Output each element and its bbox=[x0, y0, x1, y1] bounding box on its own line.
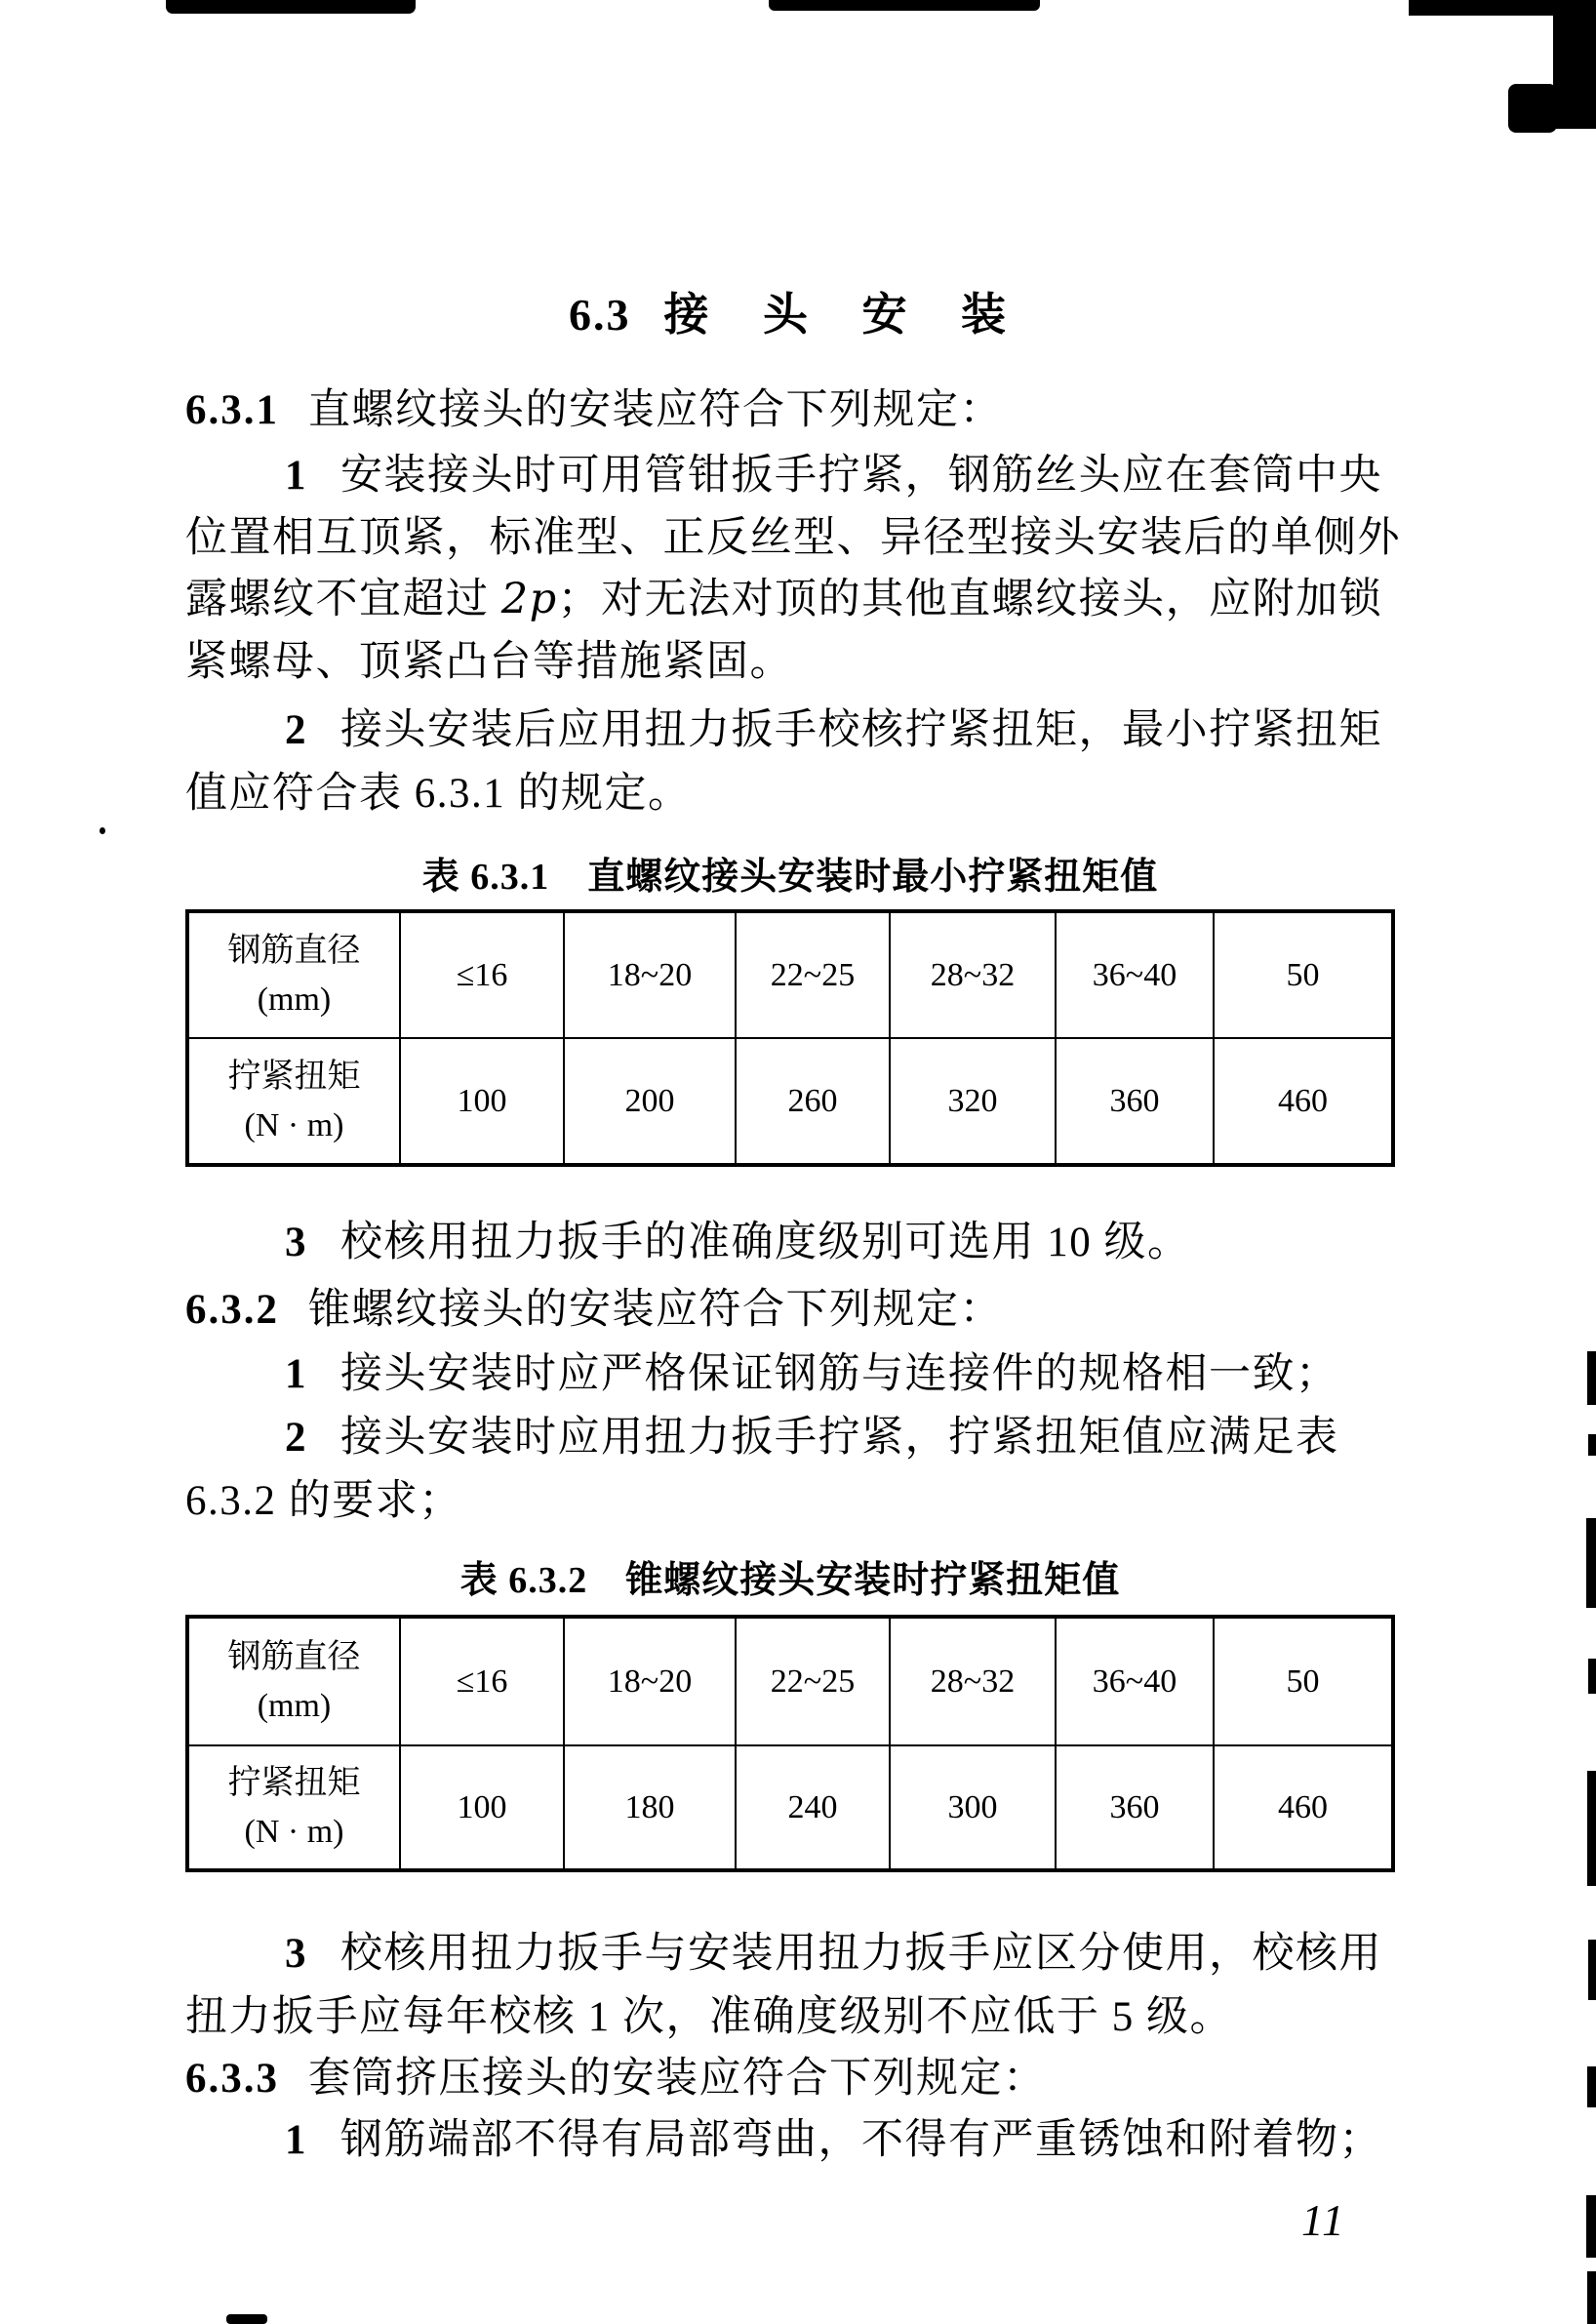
para-631-3-line1 bbox=[185, 1219, 1506, 1267]
para-631-2-line1 bbox=[185, 706, 1506, 755]
clause-632-heading bbox=[185, 1286, 1407, 1335]
table-row bbox=[187, 911, 1393, 1038]
scan-artifact bbox=[226, 2314, 267, 2324]
clause-633-heading bbox=[185, 2055, 1407, 2104]
diameter-cell: 50 bbox=[1214, 1617, 1393, 1745]
row-header-line1: 拧紧扭矩 bbox=[227, 1058, 361, 1095]
torque-cell: 200 bbox=[564, 1038, 736, 1165]
para-text: 位置相互顶紧，标准型、正反丝型、异径型接头安装后的单侧外 bbox=[185, 515, 1401, 561]
torque-cell: 320 bbox=[890, 1038, 1056, 1165]
para-text: 紧螺母、顶紧凸台等措施紧固。 bbox=[185, 639, 793, 685]
para-text: 接头安装后应用扭力扳手校核拧紧扭矩，最小拧紧扭矩 bbox=[340, 707, 1382, 753]
clause-number: 6.3.1 bbox=[185, 387, 279, 433]
para-632-3-line2 bbox=[185, 1993, 1407, 2042]
scan-artifact bbox=[1586, 1518, 1596, 1608]
scan-artifact bbox=[1508, 84, 1557, 133]
scan-artifact bbox=[100, 827, 105, 834]
clause-631-heading bbox=[185, 386, 1407, 435]
para-632-3-line1 bbox=[185, 1930, 1506, 1979]
torque-cell: 260 bbox=[736, 1038, 890, 1165]
para-631-1-line1 bbox=[185, 452, 1506, 501]
clause-heading-text: 锥螺纹接头的安装应符合下列规定： bbox=[308, 1287, 1003, 1333]
table-631-caption: 表 6.3.1 直螺纹接头安装时最小拧紧扭矩值 bbox=[421, 857, 1159, 898]
row-header-line2: (N · m) bbox=[244, 1813, 344, 1850]
para-text: 值应符合表 6.3.1 的规定。 bbox=[185, 771, 692, 817]
diameter-cell: ≤16 bbox=[400, 1617, 564, 1745]
page-number: 11 bbox=[1301, 2196, 1346, 2245]
row-header-line2: (mm) bbox=[257, 1687, 332, 1724]
torque-cell: 240 bbox=[736, 1745, 890, 1870]
para-633-1-line1 bbox=[185, 2116, 1506, 2165]
variable-2p: 2p bbox=[500, 575, 558, 623]
torque-cell: 460 bbox=[1214, 1745, 1393, 1870]
para-632-2-line1 bbox=[185, 1414, 1506, 1463]
para-text: 钢筋端部不得有局部弯曲，不得有严重锈蚀和附着物； bbox=[340, 2117, 1382, 2163]
clause-number: 6.3.2 bbox=[185, 1287, 279, 1333]
row-header-torque bbox=[187, 1038, 400, 1165]
para-632-2-line2 bbox=[185, 1477, 1407, 1526]
clause-number: 6.3.3 bbox=[185, 2056, 279, 2102]
scan-artifact bbox=[1588, 1434, 1596, 1456]
torque-cell: 360 bbox=[1056, 1038, 1214, 1165]
item-number: 3 bbox=[285, 1931, 307, 1977]
para-text: ；对无法对顶的其他直螺纹接头，应附加锁 bbox=[557, 577, 1383, 622]
para-631-1-line4 bbox=[185, 638, 1407, 687]
torque-cell: 460 bbox=[1214, 1038, 1393, 1165]
scan-artifact bbox=[1588, 1940, 1596, 2000]
torque-table-631 bbox=[185, 909, 1395, 1167]
diameter-cell: 18~20 bbox=[564, 1617, 736, 1745]
row-header-torque bbox=[187, 1745, 400, 1870]
row-header-diameter bbox=[187, 1617, 400, 1745]
scan-artifact bbox=[1587, 2066, 1596, 2107]
torque-cell: 180 bbox=[564, 1745, 736, 1870]
torque-cell: 100 bbox=[400, 1038, 564, 1165]
diameter-cell: 22~25 bbox=[736, 1617, 890, 1745]
item-number: 2 bbox=[285, 1415, 307, 1461]
para-text: 6.3.2 的要求； bbox=[185, 1478, 462, 1524]
table-row bbox=[187, 1038, 1393, 1165]
para-631-1-line3 bbox=[185, 575, 1407, 624]
para-text: 露螺纹不宜超过 bbox=[185, 577, 501, 622]
diameter-cell: 18~20 bbox=[564, 911, 736, 1038]
torque-table-632 bbox=[185, 1615, 1395, 1872]
diameter-cell: 36~40 bbox=[1056, 1617, 1214, 1745]
scan-artifact bbox=[1588, 1659, 1596, 1694]
diameter-cell: 28~32 bbox=[890, 1617, 1056, 1745]
para-text: 接头安装时应用扭力扳手拧紧，拧紧扭矩值应满足表 bbox=[340, 1415, 1339, 1461]
scan-artifact bbox=[769, 0, 1040, 11]
table-632-caption: 表 6.3.2 锥螺纹接头安装时拧紧扭矩值 bbox=[459, 1560, 1121, 1601]
scan-artifact bbox=[1587, 2271, 1596, 2324]
diameter-cell: 50 bbox=[1214, 911, 1393, 1038]
clause-heading-text: 直螺纹接头的安装应符合下列规定： bbox=[308, 387, 1003, 433]
diameter-cell: 22~25 bbox=[736, 911, 890, 1038]
table-row bbox=[187, 1617, 1393, 1745]
torque-cell: 300 bbox=[890, 1745, 1056, 1870]
row-header-diameter bbox=[187, 911, 400, 1038]
diameter-cell: 36~40 bbox=[1056, 911, 1214, 1038]
item-number: 3 bbox=[285, 1220, 307, 1265]
para-text: 安装接头时可用管钳扳手拧紧，钢筋丝头应在套筒中央 bbox=[340, 453, 1382, 499]
torque-cell: 360 bbox=[1056, 1745, 1214, 1870]
para-text: 接头安装时应严格保证钢筋与连接件的规格相一致； bbox=[340, 1351, 1339, 1397]
para-text: 扭力扳手应每年校核 1 次，准确度级别不应低于 5 级。 bbox=[185, 1994, 1233, 2040]
para-text: 校核用扭力扳手与安装用扭力扳手应区分使用，校核用 bbox=[340, 1931, 1382, 1977]
scan-artifact bbox=[1587, 1771, 1596, 1886]
row-header-line1: 钢筋直径 bbox=[227, 1638, 361, 1675]
item-number: 2 bbox=[285, 707, 307, 753]
clause-heading-text: 套筒挤压接头的安装应符合下列规定： bbox=[308, 2056, 1047, 2102]
item-number: 1 bbox=[285, 1351, 307, 1397]
row-header-line1: 拧紧扭矩 bbox=[227, 1764, 361, 1801]
para-631-1-line2 bbox=[185, 514, 1407, 563]
scan-artifact bbox=[166, 0, 416, 14]
item-number: 1 bbox=[285, 2117, 307, 2163]
table-row bbox=[187, 1745, 1393, 1870]
torque-cell: 100 bbox=[400, 1745, 564, 1870]
para-632-1-line1 bbox=[185, 1350, 1506, 1399]
scan-artifact bbox=[1587, 1351, 1596, 1405]
scan-artifact bbox=[1553, 0, 1596, 129]
section-title-text: 接 头 安 装 bbox=[663, 290, 1027, 340]
row-header-line2: (mm) bbox=[257, 981, 332, 1018]
diameter-cell: ≤16 bbox=[400, 911, 564, 1038]
diameter-cell: 28~32 bbox=[890, 911, 1056, 1038]
para-631-2-line2 bbox=[185, 770, 1407, 819]
section-title bbox=[0, 289, 1596, 341]
scan-artifact bbox=[1586, 2195, 1596, 2258]
section-title-number: 6.3 bbox=[569, 290, 631, 340]
row-header-line2: (N · m) bbox=[244, 1106, 344, 1143]
row-header-line1: 钢筋直径 bbox=[227, 932, 361, 969]
item-number: 1 bbox=[285, 453, 307, 499]
para-text: 校核用扭力扳手的准确度级别可选用 10 级。 bbox=[340, 1220, 1191, 1265]
